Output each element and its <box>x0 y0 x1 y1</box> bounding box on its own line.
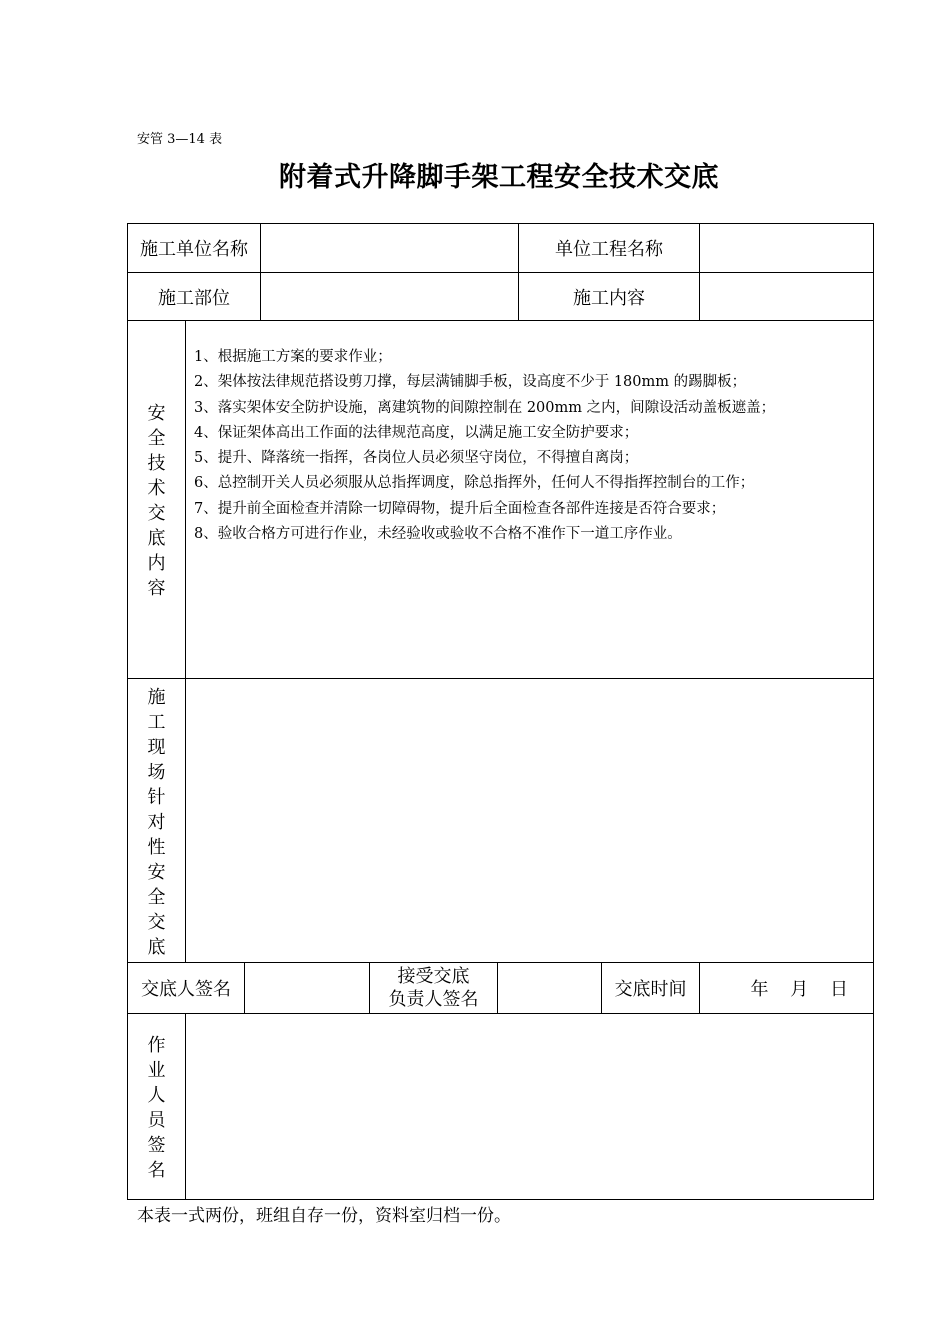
label-char: 签 <box>147 1135 166 1156</box>
safety-disclosure-content <box>186 321 874 679</box>
workers-signature-row <box>128 1014 874 1200</box>
safety-disclosure-label <box>128 321 186 679</box>
label-char: 场 <box>147 762 166 783</box>
discloser-signature-field[interactable] <box>245 963 370 1014</box>
label-char: 业 <box>147 1060 166 1081</box>
label-char: 名 <box>147 1160 166 1181</box>
safety-item: 2、架体按法律规范搭设剪刀撑，每层满铺脚手板，设高度不少于 180mm 的踢脚板； <box>194 374 747 391</box>
label-char: 工 <box>147 712 166 733</box>
safety-item: 6、总控制开关人员必须服从总指挥调度，除总指挥外，任何人不得指挥控制台的工作； <box>194 475 755 492</box>
unit-name-label: 施工单位名称 <box>128 224 261 273</box>
label-char: 交 <box>147 503 166 524</box>
safety-item: 8、验收合格方可进行作业，未经验收或验收不合格不准作下一道工序作业。 <box>194 526 682 543</box>
safety-item: 5、提升、降落统一指挥，各岗位人员必须坚守岗位，不得擅自离岗； <box>194 450 639 467</box>
site-disclosure-row <box>128 679 874 963</box>
site-disclosure-label <box>128 679 186 963</box>
signature-row <box>128 963 874 1014</box>
workers-signature-label <box>128 1014 186 1200</box>
label-char: 容 <box>147 578 166 599</box>
project-name-label: 单位工程名称 <box>519 224 700 273</box>
label-char: 施 <box>147 687 166 708</box>
label-char: 术 <box>147 478 166 499</box>
label-char: 人 <box>147 1085 166 1106</box>
safety-disclosure-row <box>128 321 874 679</box>
site-disclosure-field[interactable] <box>186 679 874 963</box>
label-char: 针 <box>147 787 166 808</box>
label-char: 性 <box>147 837 166 858</box>
label-char: 安 <box>147 862 166 883</box>
unit-row <box>128 224 874 273</box>
label-char: 对 <box>147 812 166 833</box>
safety-item: 4、保证架体高出工作面的法律规范高度，以满足施工安全防护要求； <box>194 424 639 441</box>
date-day: 日 <box>830 979 850 1000</box>
disclosure-date-field[interactable] <box>700 963 874 1014</box>
safety-item: 7、提升前全面检查并清除一切障碍物，提升后全面检查各部件连接是否符合要求； <box>194 500 726 517</box>
location-label: 施工部位 <box>128 273 261 321</box>
location-row <box>128 273 874 321</box>
label-char: 交 <box>147 912 166 933</box>
disclosure-time-label: 交底时间 <box>602 963 700 1014</box>
label-char: 内 <box>147 553 166 574</box>
label-char: 作 <box>147 1035 166 1056</box>
unit-name-field[interactable] <box>261 224 519 273</box>
label-char: 员 <box>147 1110 166 1131</box>
receiver-label-line: 负责人签名 <box>388 989 479 1010</box>
discloser-signature-label: 交底人签名 <box>128 963 245 1014</box>
label-char: 现 <box>147 737 166 758</box>
label-char: 底 <box>147 937 166 958</box>
work-content-field[interactable] <box>700 273 874 321</box>
form-code: 安管 3—14 表 <box>137 132 223 147</box>
date-year: 年 <box>750 979 770 1000</box>
project-name-field[interactable] <box>700 224 874 273</box>
receiver-signature-field[interactable] <box>498 963 602 1014</box>
safety-item: 1、根据施工方案的要求作业； <box>194 349 392 365</box>
label-char: 安 <box>147 403 166 424</box>
label-char: 技 <box>147 453 166 474</box>
safety-item: 3、落实架体安全防护设施，离建筑物的间隙控制在 200mm 之内，间隙设活动盖板遮盖； <box>194 399 776 416</box>
receiver-label-line: 接受交底 <box>397 966 470 987</box>
label-char: 底 <box>147 528 166 549</box>
receiver-signature-label <box>370 963 498 1014</box>
label-char: 全 <box>147 428 166 449</box>
workers-signature-field[interactable] <box>186 1014 874 1200</box>
label-char: 全 <box>147 887 166 908</box>
work-content-label: 施工内容 <box>519 273 700 321</box>
date-month: 月 <box>790 979 810 1000</box>
disclosure-form-table <box>127 223 874 1200</box>
page-title: 附着式升降脚手架工程安全技术交底 <box>279 162 719 193</box>
footnote: 本表一式两份，班组自存一份，资料室归档一份。 <box>137 1206 511 1226</box>
location-field[interactable] <box>261 273 519 321</box>
